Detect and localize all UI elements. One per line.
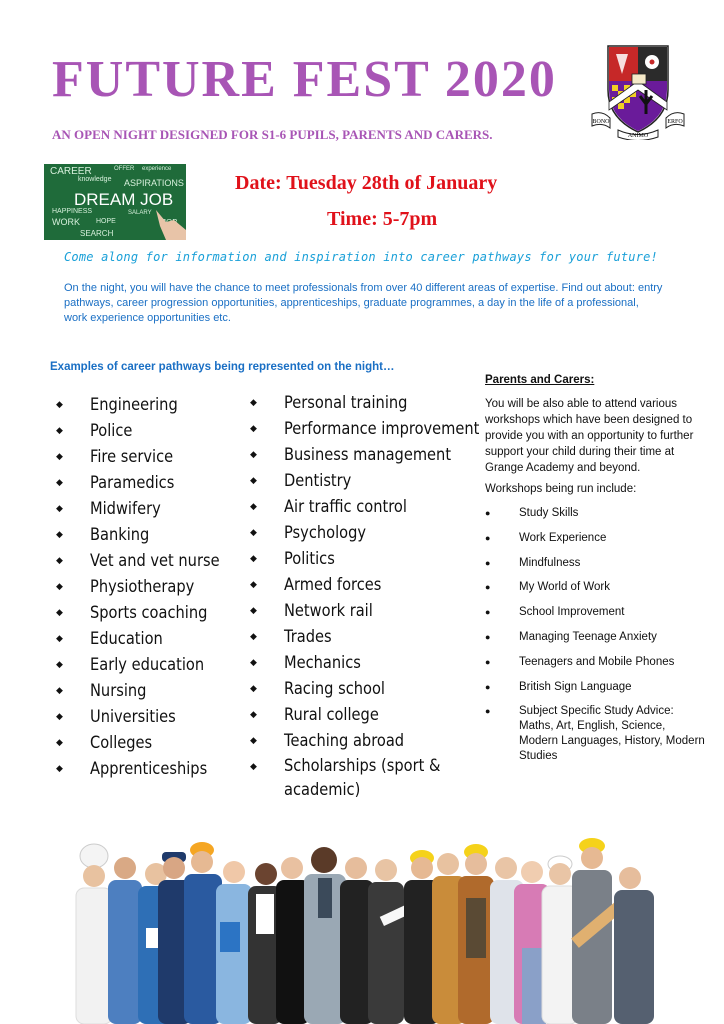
list-item: ◆ Engineering [56, 392, 241, 418]
list-item: ◆ Mechanics [250, 650, 511, 676]
pathways-list-col1 [56, 392, 241, 782]
bullet-icon: ◆ [250, 658, 257, 668]
list-item: ◆ Vet and vet nurse [56, 548, 241, 574]
list-item: ◆ Psychology [250, 520, 511, 546]
list-item: ● British Sign Language [485, 680, 632, 693]
word-happiness: HAPPINESS [52, 208, 93, 215]
word-experience: experience [142, 166, 172, 172]
bullet-icon: ◆ [56, 478, 63, 488]
list-item: ◆ Physiotherapy [56, 574, 241, 600]
list-item: ◆ Business management [250, 442, 511, 468]
list-item: ◆ Paramedics [56, 470, 241, 496]
page-subtitle: AN OPEN NIGHT DESIGNED FOR S1-6 PUPILS, PARENTS AND CARERS. [52, 127, 493, 142]
list-item: ◆ Midwifery [56, 496, 241, 522]
bullet-icon: ◆ [250, 736, 257, 746]
bullet-icon: ◆ [250, 762, 257, 772]
examples-heading: Examples of career pathways being represented on the night… [50, 361, 395, 373]
bullet-icon: ● [485, 706, 491, 717]
list-item: ◆ Fire service [56, 444, 241, 470]
svg-text:BONO: BONO [592, 119, 610, 125]
word-offer: OFFER [114, 166, 135, 172]
event-time: Time: 5-7pm [327, 208, 438, 230]
bullet-icon: ◆ [56, 426, 63, 436]
list-item: ◆ Colleges [56, 730, 241, 756]
bullet-icon: ◆ [250, 684, 257, 694]
bullet-icon: ◆ [250, 450, 257, 460]
list-item: ◆ Universities [56, 704, 241, 730]
pointing-hand-icon [152, 204, 186, 240]
list-item: ◆ Racing school [250, 676, 511, 702]
dream-job-image [44, 164, 186, 240]
parents-paragraph: You will be also able to attend various workshops which have been designed to provide you with an opportunity to further support your child during their time at Grange Academy and beyond. [485, 398, 694, 474]
list-item: ● Study Skills [485, 507, 579, 519]
list-item: ◆ Trades [250, 624, 511, 650]
word-salary: SALARY [128, 210, 152, 216]
list-item: ◆ Armed forces [250, 572, 511, 598]
list-item: ◆ Politics [250, 546, 511, 572]
event-date: Date: Tuesday 28th of January [235, 172, 498, 194]
list-item: ◆ Early education [56, 652, 241, 678]
tagline: Come along for information and inspiration into career pathways for your future! [64, 250, 658, 264]
list-item: ● Subject Specific Study Advice: Maths, Art, English, Science, Modern Languages, History, Modern Studies [485, 705, 705, 763]
list-item: ◆ Network rail [250, 598, 511, 624]
list-item: ◆ Sports coaching [56, 600, 241, 626]
list-item: ◆ Apprenticeships [56, 756, 241, 782]
list-item: ● School Improvement [485, 606, 625, 619]
bullet-icon: ● [485, 508, 491, 518]
bullet-icon: ◆ [250, 476, 257, 486]
list-item: ◆ Teaching abroad [250, 728, 511, 754]
bullet-icon: ◆ [250, 554, 257, 564]
bullet-icon: ● [485, 656, 491, 667]
bullet-icon: ● [485, 532, 491, 543]
bullet-icon: ◆ [56, 634, 63, 644]
workshops-list [485, 506, 705, 774]
bullet-icon: ● [485, 631, 491, 642]
bullet-icon: ● [485, 607, 491, 618]
person-chef [76, 844, 112, 1024]
bullet-icon: ◆ [56, 400, 63, 410]
list-item: ◆ Rural college [250, 702, 511, 728]
school-crest-icon [588, 40, 688, 140]
bullet-icon: ◆ [56, 452, 63, 462]
bullet-icon: ◆ [56, 608, 63, 618]
bullet-icon: ◆ [250, 710, 257, 720]
bullet-icon: ◆ [56, 764, 63, 774]
list-item: ◆ Performance improvement [250, 416, 511, 442]
bullet-icon: ◆ [56, 712, 63, 722]
list-item: ● Mindfulness [485, 556, 581, 569]
svg-text:ANIMO: ANIMO [627, 133, 649, 139]
list-item: ◆ Dentistry [250, 468, 511, 494]
pathways-list-col2 [250, 390, 511, 802]
list-item: ● My World of Work [485, 581, 610, 594]
word-career: CAREER [50, 166, 92, 177]
list-item: ● Managing Teenage Anxiety [485, 630, 657, 643]
bullet-icon: ◆ [250, 606, 257, 616]
list-item: ● Teenagers and Mobile Phones [485, 655, 675, 668]
svg-text:ERFO: ERFO [667, 119, 683, 125]
professionals-group-image [70, 838, 660, 1024]
list-item: ◆ Air traffic control [250, 494, 511, 520]
intro-paragraph: On the night, you will have the chance to meet professionals from over 40 different areas of expertise. Find out about: entry pathways, career progression opportunities, apprenticeships, graduate programmes, a day in the life of a professional, work experience opportunities etc. [64, 282, 663, 324]
bullet-icon: ◆ [250, 580, 257, 590]
bullet-icon: ◆ [56, 556, 63, 566]
word-dream-job: DREAM JOB [74, 190, 174, 209]
bullet-icon: ◆ [56, 660, 63, 670]
list-item: ◆ Scholarships (sport & academic) [250, 756, 441, 800]
word-knowledge: knowledge [78, 176, 112, 183]
word-work: WORK [52, 217, 80, 227]
bullet-icon: ● [485, 582, 491, 593]
bullet-icon: ◆ [250, 632, 257, 642]
word-hope: HOPE [96, 218, 116, 225]
bullet-icon: ● [485, 557, 491, 568]
list-item: ◆ Education [56, 626, 241, 652]
bullet-icon: ◆ [250, 398, 257, 408]
bullet-icon: ◆ [250, 528, 257, 538]
bullet-icon: ● [485, 681, 491, 692]
list-item: ◆ Police [56, 418, 241, 444]
bullet-icon: ◆ [56, 530, 63, 540]
page-title: FUTURE FEST 2020 [52, 51, 557, 108]
bullet-icon: ◆ [250, 502, 257, 512]
bullet-icon: ◆ [250, 424, 257, 434]
parents-heading: Parents and Carers: [485, 374, 595, 386]
word-aspirations: ASPIRATIONS [124, 178, 184, 188]
list-item: ● Work Experience [485, 531, 607, 544]
bullet-icon: ◆ [56, 686, 63, 696]
workshops-heading: Workshops being run include: [485, 483, 637, 495]
list-item: ◆ Personal training [250, 390, 511, 416]
list-item: ◆ Banking [56, 522, 241, 548]
bullet-icon: ◆ [56, 582, 63, 592]
word-search: SEARCH [80, 229, 114, 238]
bullet-icon: ◆ [56, 504, 63, 514]
list-item: ◆ Nursing [56, 678, 241, 704]
bullet-icon: ◆ [56, 738, 63, 748]
